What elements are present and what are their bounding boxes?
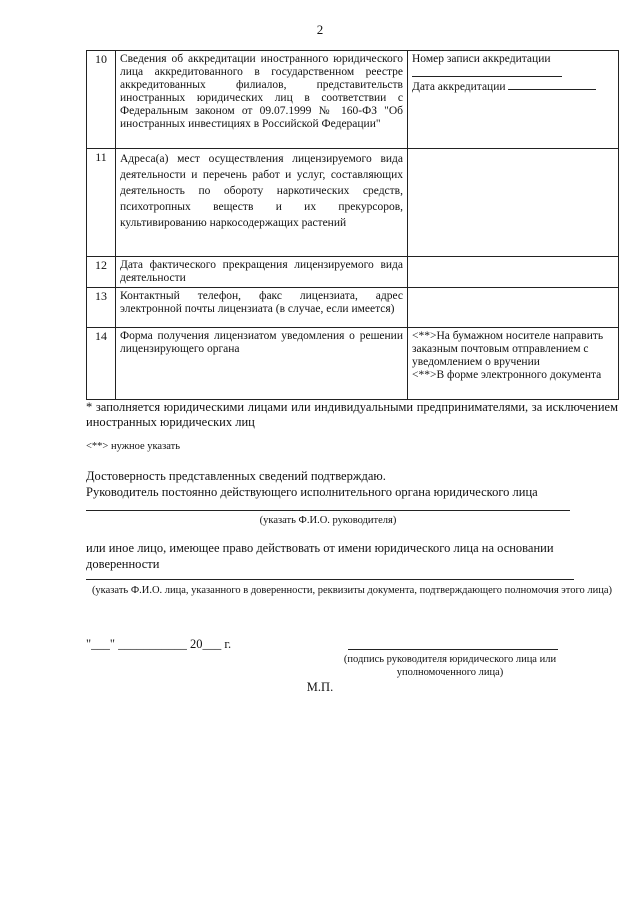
other-person-text: или иное лицо, имеющее право действовать от имени юридического лица на основании доверенности bbox=[86, 541, 554, 571]
head-name-caption: (указать Ф.И.О. руководителя) bbox=[259, 515, 397, 526]
other-person-line[interactable] bbox=[86, 579, 574, 580]
row-description: Сведения об аккредитации иностранного юридического лица аккредитованного в государственном реестре аккредитованных филиалов, представительств иностранных юридических лиц в соответствии с Федеральным законом от 09.07.1999 № 160-ФЗ "Об иностранных инвестициях в Российской Федерации" bbox=[116, 51, 408, 149]
row-number: 11 bbox=[87, 149, 116, 257]
row-number: 14 bbox=[87, 328, 116, 400]
accreditation-record-number-label: Номер записи аккредитации bbox=[412, 53, 551, 65]
row-value-cell bbox=[408, 328, 619, 400]
table-row bbox=[87, 149, 619, 257]
confirmation-text: Достоверность представленных сведений подтверждаю. bbox=[86, 469, 386, 483]
row-value-cell bbox=[408, 51, 619, 149]
row-number: 10 bbox=[87, 51, 116, 149]
accreditation-date-label: Дата аккредитации bbox=[412, 81, 506, 93]
accreditation-record-number-field[interactable] bbox=[412, 66, 562, 77]
row-value-cell[interactable] bbox=[408, 257, 619, 288]
row-description: Адреса(а) мест осуществления лицензируемого вида деятельности и перечень работ и услуг, составляющих деятельность по обороту наркотических средств, психотропных веществ и их прекурсоров, культивированию наркосодержащих растений bbox=[116, 149, 408, 257]
head-name-line[interactable] bbox=[86, 510, 570, 511]
accreditation-date-field[interactable] bbox=[508, 79, 596, 90]
row-number: 12 bbox=[87, 257, 116, 288]
table-row bbox=[87, 288, 619, 328]
signature-line[interactable] bbox=[348, 649, 558, 650]
row-number: 13 bbox=[87, 288, 116, 328]
page-number: 2 bbox=[316, 22, 324, 37]
table-row bbox=[87, 51, 619, 149]
row-description: Форма получения лицензиатом уведомления о решении лицензирующего органа bbox=[116, 328, 408, 400]
row-value-cell[interactable] bbox=[408, 288, 619, 328]
footnote-star: * заполняется юридическими лицами или индивидуальными предпринимателями, за исключением иностранных юридических лиц bbox=[86, 400, 618, 429]
row-value-cell[interactable] bbox=[408, 149, 619, 257]
footnote-double-star: <**> нужное указать bbox=[86, 441, 181, 452]
option-electronic-document[interactable]: <**>В форме электронного документа bbox=[412, 369, 602, 381]
signature-caption: (подпись руководителя юридического лица или уполномоченного лица) bbox=[343, 654, 557, 678]
row-description: Дата фактического прекращения лицензируемого вида деятельности bbox=[116, 257, 408, 288]
table-row bbox=[87, 257, 619, 288]
table-row bbox=[87, 328, 619, 400]
head-of-organ-text: Руководитель постоянно действующего исполнительного органа юридического лица bbox=[86, 485, 538, 499]
date-field[interactable]: "___" ___________ 20___ г. bbox=[86, 637, 232, 651]
option-paper-delivery[interactable]: <**>На бумажном носителе направить заказным почтовым отправлением с уведомлением о вручении bbox=[412, 330, 604, 368]
row-description: Контактный телефон, факс лицензиата, адрес электронной почты лицензиата (в случае, если имеется) bbox=[116, 288, 408, 328]
other-person-caption: (указать Ф.И.О. лица, указанного в доверенности, реквизиты документа, подтверждающего полномочия этого лица) bbox=[91, 585, 613, 596]
stamp-label: М.П. bbox=[306, 680, 334, 694]
application-table bbox=[86, 50, 619, 400]
